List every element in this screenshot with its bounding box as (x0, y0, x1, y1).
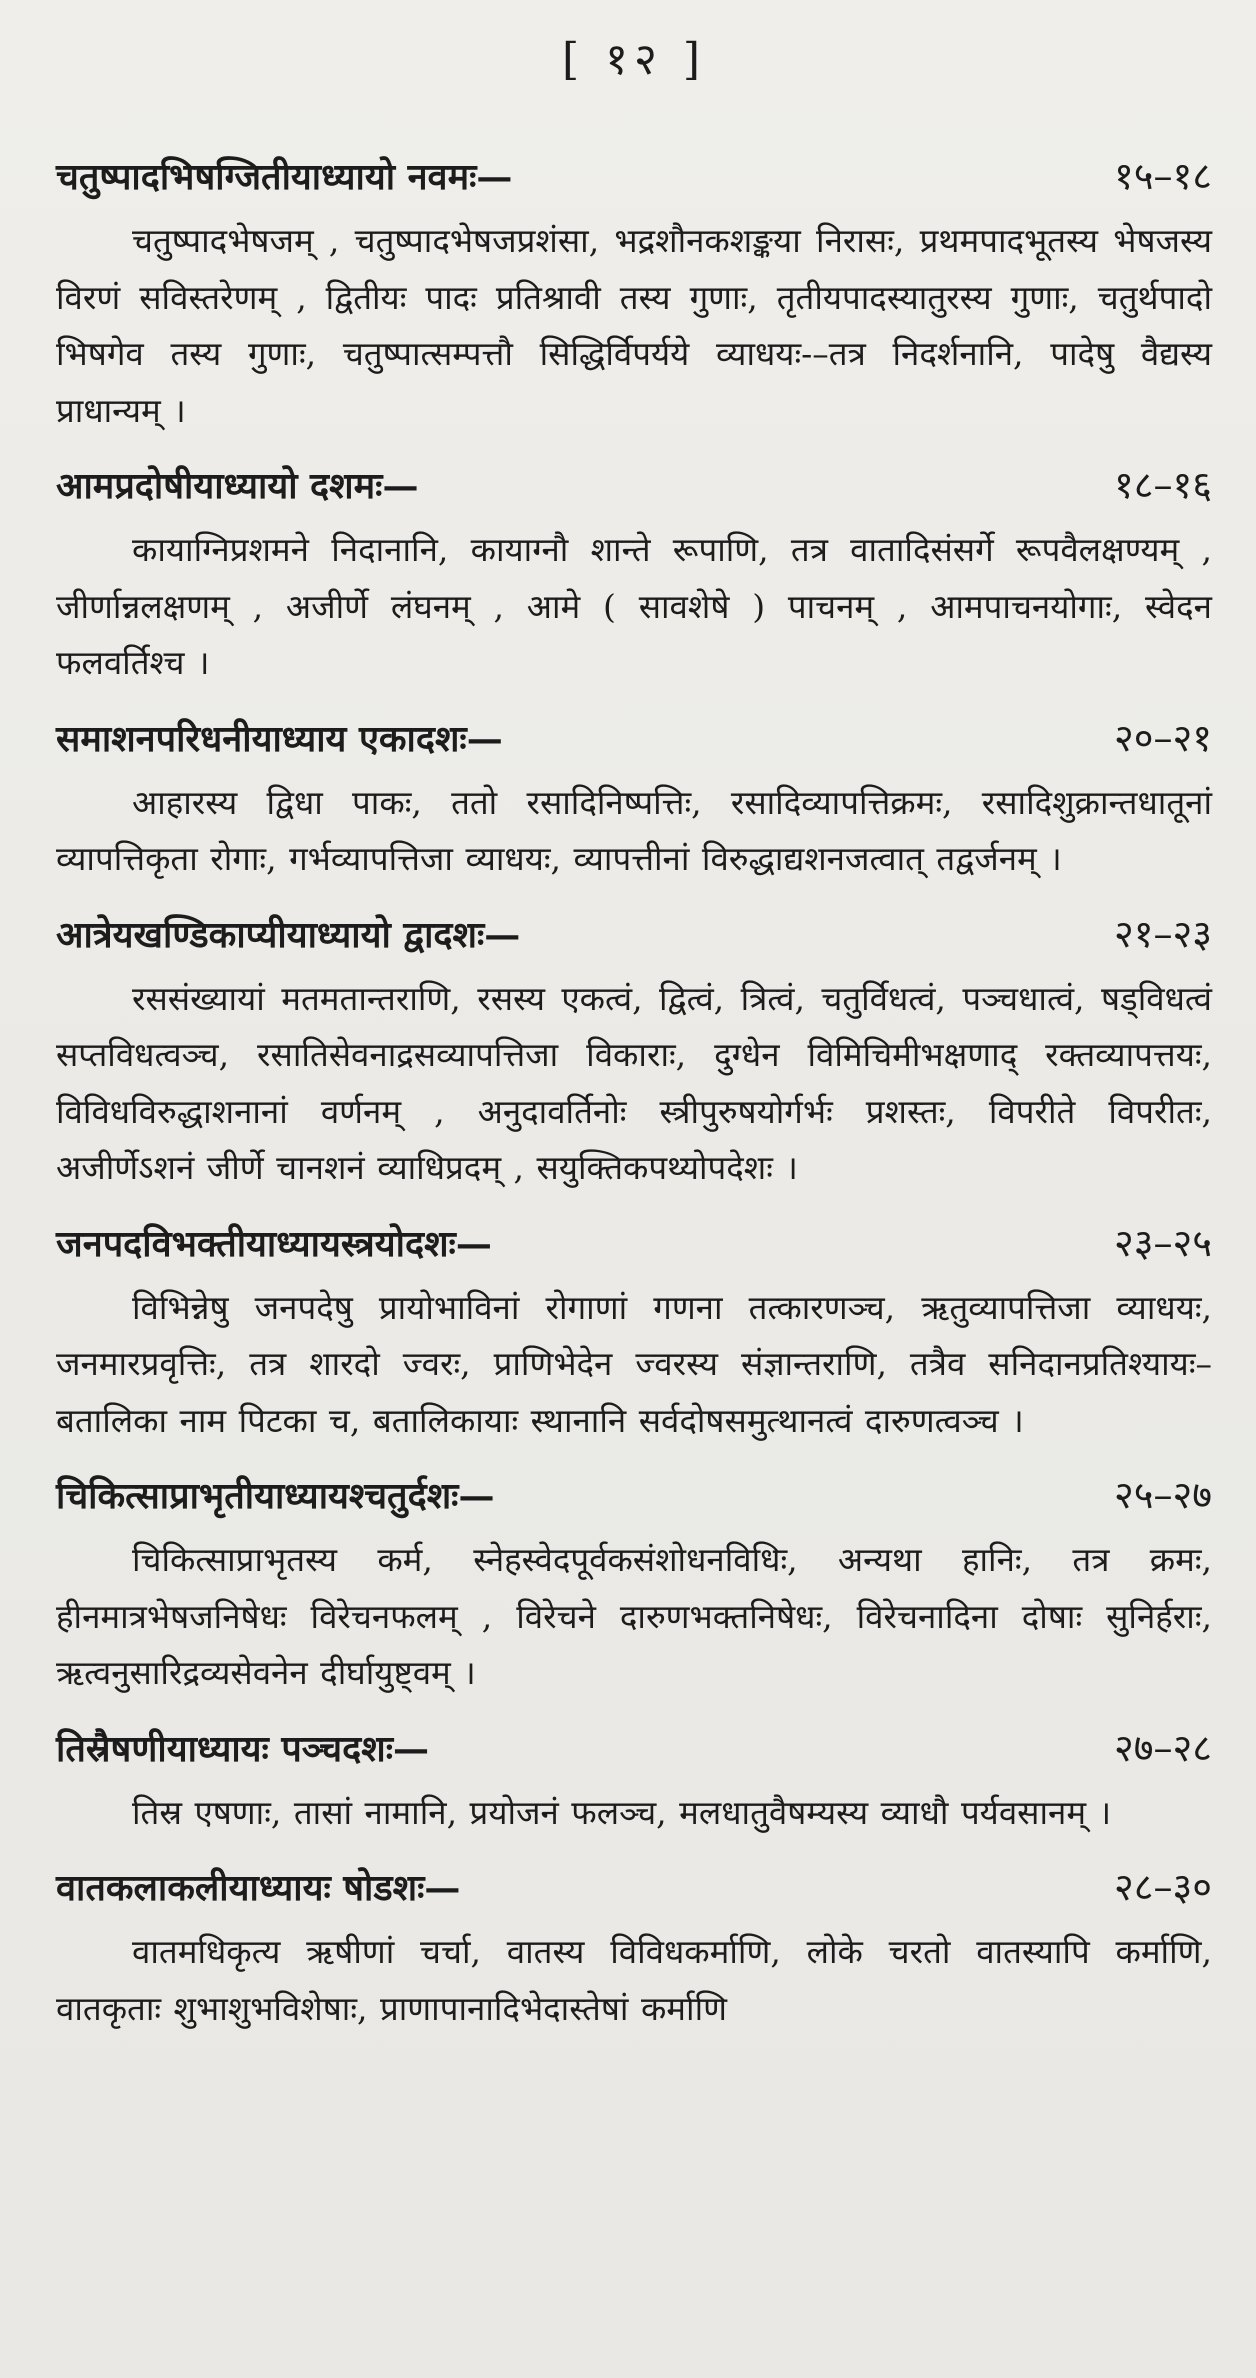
chapter-heading (56, 1467, 1212, 1524)
chapter-page-range: २७–२८ (1113, 1725, 1212, 1770)
chapter-page-range: १८–१६ (1113, 463, 1212, 507)
chapter-title: चतुष्पादभिषग्जितीयाध्यायो नवमः— (56, 156, 513, 198)
chapter-heading (56, 906, 1212, 963)
chapter-summary: कायाग्निप्रशमने निदानानि, कायाग्नौ शान्ते रूपाणि, तत्र वातादिसंसर्गे रूपवैलक्षण्यम् , जीर्णान्नलक्षणम् , अजीर्णे लंघनम् , आमे ( सावशेषे ) पाचनम् , आमपाचनयोगाः, स्वेदन फलवर्तिश्च । (56, 530, 1212, 682)
chapter-heading (56, 1859, 1212, 1916)
chapter-entry (56, 1859, 1212, 2037)
chapter-entry (56, 148, 1212, 439)
chapter-title: तिस्रैषणीयाध्यायः पञ्चदशः— (56, 1727, 430, 1770)
chapter-summary: चिकित्साप्राभृतस्य कर्म, स्नेहस्वेदपूर्वकसंशोधनविधिः, अन्यथा हानिः, तत्र क्रमः, हीनमात्रभेषजनिषेधः विरेचनफलम् , विरेचने दारुणभक्तनिषेधः, विरेचनादिना दोषाः सुनिर्हराः, ऋत्वनुसारिद्रव्यसेवनेन दीर्घायुष्ट्वम् । (56, 1540, 1212, 1692)
chapter-heading (56, 148, 1212, 205)
chapter-title: जनपदविभक्तीयाध्यायस्त्रयोदशः— (56, 1222, 492, 1265)
chapter-page-range: २८–३० (1113, 1865, 1212, 1909)
chapter-entry (56, 906, 1212, 1197)
chapter-title: आत्रेयखण्डिकाप्यीयाध्यायो द्वादशः— (56, 913, 521, 956)
chapter-heading (56, 457, 1212, 514)
chapter-page-range: २०–२१ (1113, 715, 1212, 760)
chapter-title: आमप्रदोषीयाध्यायो दशमः— (56, 465, 419, 507)
chapter-page-range: २५–२७ (1113, 1473, 1212, 1517)
chapter-entry (56, 457, 1212, 692)
chapter-title: वातकलाकलीयाध्यायः षोडशः— (56, 1867, 461, 1909)
chapter-title: चिकित्साप्राभृतीयाध्यायश्चतुर्दशः— (56, 1475, 495, 1517)
chapter-summary: विभिन्नेषु जनपदेषु प्रायोभाविनां रोगाणां गणना तत्कारणञ्च, ऋतुव्यापत्तिजा व्याधयः, जनमारप्रवृत्तिः, तत्र शारदो ज्वरः, प्राणिभेदेन ज्वरस्य संज्ञान्तराणि, तत्रैव सनिदानप्रतिश्यायः–बतालिका नाम पिटका च, बतालिकायाः स्थानानि सर्वदोषसमुत्थानत्वं दारुणत्वञ्च । (56, 1287, 1212, 1440)
page-number: [ १२ ] (561, 34, 707, 85)
chapter-page-range: २१–२३ (1113, 911, 1212, 956)
chapter-summary: आहारस्य द्विधा पाकः, ततो रसादिनिष्पत्तिः, रसादिव्यापत्तिक्रमः, रसादिशुक्रान्तधातूनां व्यापत्तिकृता रोगाः, गर्भव्यापत्तिजा व्याधयः, व्यापत्तीनां विरुद्धाद्यशनजत्वात् तद्वर्जनम् । (56, 782, 1212, 878)
chapter-page-range: १५–१८ (1113, 154, 1212, 198)
chapter-page-range: २३–२५ (1113, 1220, 1212, 1265)
chapter-entry (56, 1215, 1212, 1450)
chapter-entry (56, 710, 1212, 888)
chapter-heading (56, 1720, 1212, 1777)
chapter-title: समाशनपरिधनीयाध्याय एकादशः— (56, 717, 503, 760)
chapter-summary: तिस्र एषणाः, तासां नामानि, प्रयोजनं फलञ्च, मलधातुवैषम्यस्य व्याधौ पर्यवसानम् । (132, 1792, 1112, 1832)
chapter-heading (56, 710, 1212, 767)
chapter-heading (56, 1215, 1212, 1272)
chapter-summary: चतुष्पादभेषजम् , चतुष्पादभेषजप्रशंसा, भद्रशौनकशङ्कया निरासः, प्रथमपादभूतस्य भेषजस्य विरणं सविस्तरेणम् , द्वितीयः पादः प्रतिश्रावी तस्य गुणाः, तृतीयपादस्यातुरस्य गुणाः, चतुर्थपादो भिषगेव तस्य गुणाः, चतुष्पात्सम्पत्तौ सिद्धिर्विपर्यये व्याधयः-–तत्र निदर्शनानि, पादेषु वैद्यस्य प्राधान्यम् । (56, 221, 1212, 430)
chapter-list (56, 148, 1212, 2037)
chapter-summary: रससंख्यायां मतमतान्तराणि, रसस्य एकत्वं, द्वित्वं, त्रित्वं, चतुर्विधत्वं, पञ्चधात्वं, षड्विधत्वं सप्तविधत्वञ्च, रसातिसेवनाद्रसव्यापत्तिजा विकाराः, दुग्धेन विमिचिमीभक्षणाद् रक्तव्यापत्तयः, विविधविरुद्धाशनानां वर्णनम् , अनुदावर्तिनोः स्त्रीपुरुषयोर्गर्भः प्रशस्तः, विपरीते विपरीतः, अजीर्णेऽशनं जीर्णे चानशनं व्याधिप्रदम् , सयुक्तिकपथ्योपदेशः । (56, 978, 1212, 1187)
chapter-summary: वातमधिकृत्य ऋषीणां चर्चा, वातस्य विविधकर्माणि, लोके चरतो वातस्यापि कर्माणि, वातकृताः शुभाशुभविशेषाः, प्राणापानादिभेदास्तेषां कर्माणि (56, 1932, 1212, 2028)
chapter-entry (56, 1720, 1212, 1842)
chapter-entry (56, 1467, 1212, 1702)
